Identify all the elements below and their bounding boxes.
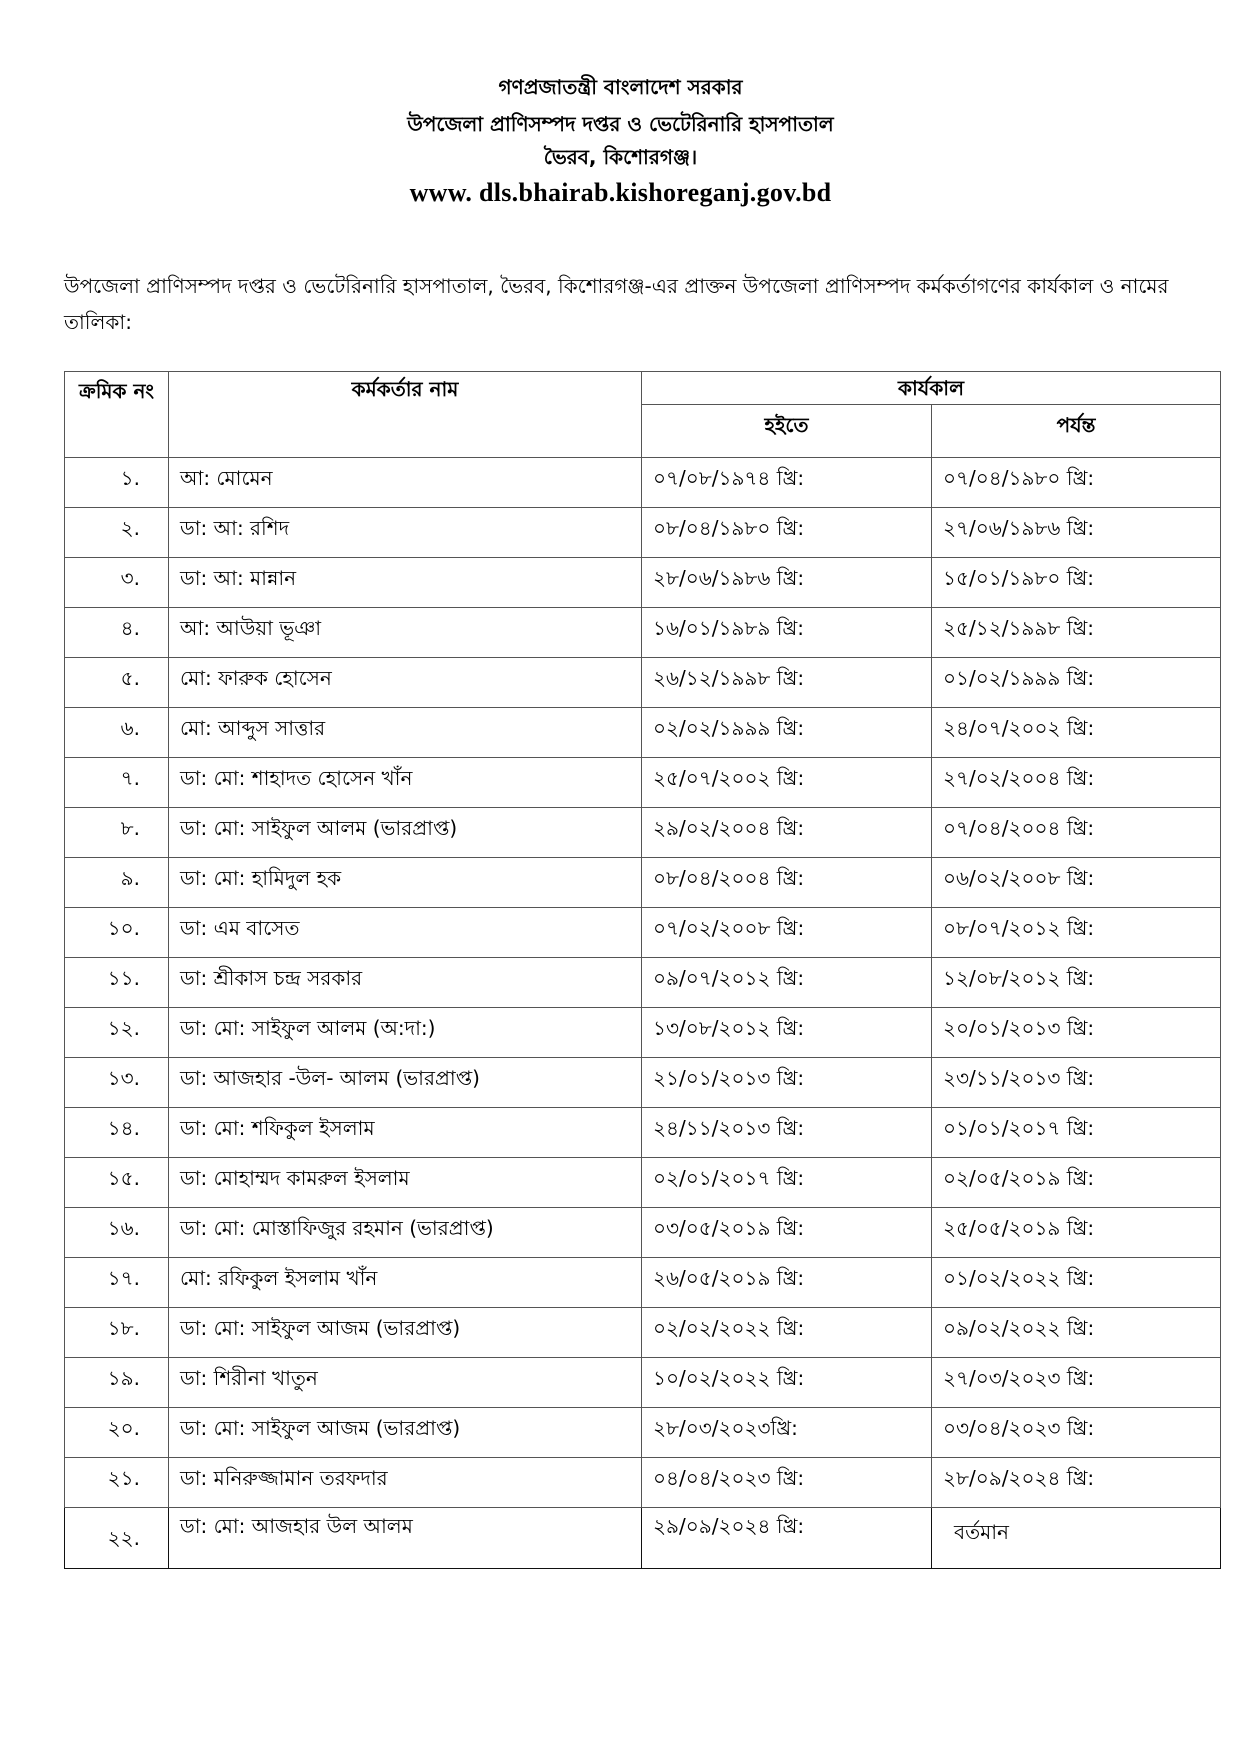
table-row bbox=[65, 1008, 1221, 1058]
from-date-cell: ২৫/০৭/২০০২ খ্রি: bbox=[642, 758, 932, 808]
serial-cell: ১৪. bbox=[65, 1108, 169, 1158]
serial-cell: ৪. bbox=[65, 608, 169, 658]
officer-name-cell: ডা: এম বাসেত bbox=[169, 908, 642, 958]
to-date-cell: ০৭/০৪/১৯৮০ খ্রি: bbox=[932, 458, 1221, 508]
from-date-cell: ০২/০২/১৯৯৯ খ্রি: bbox=[642, 708, 932, 758]
table-row bbox=[65, 858, 1221, 908]
table-row bbox=[65, 758, 1221, 808]
from-date-cell: ২৯/০২/২০০৪ খ্রি: bbox=[642, 808, 932, 858]
from-date-cell: ০২/০১/২০১৭ খ্রি: bbox=[642, 1158, 932, 1208]
office-location: ভৈরব, কিশোরগঞ্জ। bbox=[543, 145, 698, 169]
officer-name-cell: ডা: মো: সাইফুল আলম (ভারপ্রাপ্ত) bbox=[169, 808, 642, 858]
from-date-cell: ১০/০২/২০২২ খ্রি: bbox=[642, 1358, 932, 1408]
from-date-cell: ০৮/০৪/২০০৪ খ্রি: bbox=[642, 858, 932, 908]
from-date-cell: ২৪/১১/২০১৩ খ্রি: bbox=[642, 1108, 932, 1158]
table-row bbox=[65, 558, 1221, 608]
officers-table bbox=[64, 371, 1221, 1569]
officer-name-cell: ডা: মো: সাইফুল আজম (ভারপ্রাপ্ত) bbox=[169, 1308, 642, 1358]
to-date-cell: ০২/০৫/২০১৯ খ্রি: bbox=[932, 1158, 1221, 1208]
serial-cell: ১২. bbox=[65, 1008, 169, 1058]
from-date-cell: ০৩/০৫/২০১৯ খ্রি: bbox=[642, 1208, 932, 1258]
officer-name-cell: ডা: মো: আজহার উল আলম bbox=[169, 1508, 642, 1569]
to-date-cell: ২৮/০৯/২০২৪ খ্রি: bbox=[932, 1458, 1221, 1508]
from-date-cell: ২১/০১/২০১৩ খ্রি: bbox=[642, 1058, 932, 1108]
table-row bbox=[65, 808, 1221, 858]
intro-paragraph: উপজেলা প্রাণিসম্পদ দপ্তর ও ভেটেরিনারি হাসপাতাল, ভৈরব, কিশোরগঞ্জ-এর প্রাক্তন উপজেলা প্রাণিসম্পদ কর্মকর্তাগণের কার্যকাল ও নামের তালিকা: bbox=[64, 274, 1169, 334]
to-date-cell: ০১/০১/২০১৭ খ্রি: bbox=[932, 1108, 1221, 1158]
officer-name-cell: ডা: আ: রশিদ bbox=[169, 508, 642, 558]
table-row bbox=[65, 1058, 1221, 1108]
serial-cell: ১১. bbox=[65, 958, 169, 1008]
serial-cell: ১. bbox=[65, 458, 169, 508]
officer-name-cell: ডা: মোহাম্মদ কামরুল ইসলাম bbox=[169, 1158, 642, 1208]
table-row bbox=[65, 1308, 1221, 1358]
serial-cell: ১৬. bbox=[65, 1208, 169, 1258]
to-date-cell: ০১/০২/২০২২ খ্রি: bbox=[932, 1258, 1221, 1308]
officer-name-cell: ডা: মো: মোস্তাফিজুর রহমান (ভারপ্রাপ্ত) bbox=[169, 1208, 642, 1258]
to-date-cell: ২৭/০৬/১৯৮৬ খ্রি: bbox=[932, 508, 1221, 558]
table-row bbox=[65, 1458, 1221, 1508]
serial-cell: ১৯. bbox=[65, 1358, 169, 1408]
government-title: গণপ্রজাতন্ত্রী বাংলাদেশ সরকার bbox=[498, 75, 743, 99]
from-date-cell: ০২/০২/২০২২ খ্রি: bbox=[642, 1308, 932, 1358]
to-date-cell: বর্তমান bbox=[932, 1508, 1221, 1569]
to-date-cell: ২৭/০৩/২০২৩ খ্রি: bbox=[932, 1358, 1221, 1408]
from-date-cell: ১৩/০৮/২০১২ খ্রি: bbox=[642, 1008, 932, 1058]
header-officer-name: কর্মকর্তার নাম bbox=[169, 372, 642, 458]
from-date-cell: ২৬/০৫/২০১৯ খ্রি: bbox=[642, 1258, 932, 1308]
officer-name-cell: ডা: মো: সাইফুল আলম (অ:দা:) bbox=[169, 1008, 642, 1058]
officer-name-cell: মো: রফিকুল ইসলাম খাঁন bbox=[169, 1258, 642, 1308]
from-date-cell: ০৯/০৭/২০১২ খ্রি: bbox=[642, 958, 932, 1008]
to-date-cell: ০৭/০৪/২০০৪ খ্রি: bbox=[932, 808, 1221, 858]
from-date-cell: ০৭/০৮/১৯৭৪ খ্রি: bbox=[642, 458, 932, 508]
table-row bbox=[65, 908, 1221, 958]
from-date-cell: ২৯/০৯/২০২৪ খ্রি: bbox=[642, 1508, 932, 1569]
office-title: উপজেলা প্রাণিসম্পদ দপ্তর ও ভেটেরিনারি হাসপাতাল bbox=[407, 112, 834, 136]
officer-name-cell: ডা: মো: সাইফুল আজম (ভারপ্রাপ্ত) bbox=[169, 1408, 642, 1458]
serial-cell: ১৮. bbox=[65, 1308, 169, 1358]
to-date-cell: ২৪/০৭/২০০২ খ্রি: bbox=[932, 708, 1221, 758]
serial-cell: ১৭. bbox=[65, 1258, 169, 1308]
officer-name-cell: ডা: শিরীনা খাতুন bbox=[169, 1358, 642, 1408]
serial-cell: ৭. bbox=[65, 758, 169, 808]
serial-cell: ১০. bbox=[65, 908, 169, 958]
table-row bbox=[65, 958, 1221, 1008]
from-date-cell: ২৮/০৬/১৯৮৬ খ্রি: bbox=[642, 558, 932, 608]
to-date-cell: ০৩/০৪/২০২৩ খ্রি: bbox=[932, 1408, 1221, 1458]
table-row bbox=[65, 1358, 1221, 1408]
serial-cell: ২. bbox=[65, 508, 169, 558]
officer-name-cell: ডা: মো: হামিদুল হক bbox=[169, 858, 642, 908]
to-date-cell: ২৫/১২/১৯৯৮ খ্রি: bbox=[932, 608, 1221, 658]
serial-cell: ১৩. bbox=[65, 1058, 169, 1108]
officer-name-cell: ডা: মো: শফিকুল ইসলাম bbox=[169, 1108, 642, 1158]
serial-cell: ৯. bbox=[65, 858, 169, 908]
from-date-cell: ২৮/০৩/২০২৩খ্রি: bbox=[642, 1408, 932, 1458]
to-date-cell: ০১/০২/১৯৯৯ খ্রি: bbox=[932, 658, 1221, 708]
officer-name-cell: আ: মোমেন bbox=[169, 458, 642, 508]
officer-name-cell: ডা: মো: শাহাদত হোসেন খাঁন bbox=[169, 758, 642, 808]
table-row bbox=[65, 608, 1221, 658]
table-row bbox=[65, 658, 1221, 708]
serial-cell: ৬. bbox=[65, 708, 169, 758]
serial-cell: ২২. bbox=[65, 1508, 169, 1569]
officer-name-cell: ডা: আ: মান্নান bbox=[169, 558, 642, 608]
serial-cell: ২১. bbox=[65, 1458, 169, 1508]
from-date-cell: ০৭/০২/২০০৮ খ্রি: bbox=[642, 908, 932, 958]
header-serial: ক্রমিক নং bbox=[65, 372, 169, 458]
to-date-cell: ২৩/১১/২০১৩ খ্রি: bbox=[932, 1058, 1221, 1108]
website-url: www. dls.bhairab.kishoreganj.gov.bd bbox=[409, 178, 832, 207]
table-row bbox=[65, 1208, 1221, 1258]
table-row bbox=[65, 508, 1221, 558]
header-tenure: কার্যকাল bbox=[642, 372, 1221, 405]
serial-cell: ৮. bbox=[65, 808, 169, 858]
table-row bbox=[65, 1108, 1221, 1158]
officer-name-cell: মো: ফারুক হোসেন bbox=[169, 658, 642, 708]
table-body bbox=[65, 458, 1221, 1569]
serial-cell: ১৫. bbox=[65, 1158, 169, 1208]
header-from: হইতে bbox=[642, 405, 932, 458]
officer-name-cell: ডা: আজহার -উল- আলম (ভারপ্রাপ্ত) bbox=[169, 1058, 642, 1108]
table-row bbox=[65, 1408, 1221, 1458]
serial-cell: ৫. bbox=[65, 658, 169, 708]
to-date-cell: ২৫/০৫/২০১৯ খ্রি: bbox=[932, 1208, 1221, 1258]
from-date-cell: ০৮/০৪/১৯৮০ খ্রি: bbox=[642, 508, 932, 558]
to-date-cell: ১৫/০১/১৯৮০ খ্রি: bbox=[932, 558, 1221, 608]
table-row bbox=[65, 1158, 1221, 1208]
officer-name-cell: মো: আব্দুস সাত্তার bbox=[169, 708, 642, 758]
to-date-cell: ১২/০৮/২০১২ খ্রি: bbox=[932, 958, 1221, 1008]
to-date-cell: ০৯/০২/২০২২ খ্রি: bbox=[932, 1308, 1221, 1358]
serial-cell: ৩. bbox=[65, 558, 169, 608]
from-date-cell: ২৬/১২/১৯৯৮ খ্রি: bbox=[642, 658, 932, 708]
from-date-cell: ০৪/০৪/২০২৩ খ্রি: bbox=[642, 1458, 932, 1508]
officer-name-cell: ডা: মনিরুজ্জামান তরফদার bbox=[169, 1458, 642, 1508]
table-row bbox=[65, 1258, 1221, 1308]
serial-cell: ২০. bbox=[65, 1408, 169, 1458]
table-row bbox=[65, 1508, 1221, 1569]
to-date-cell: ২০/০১/২০১৩ খ্রি: bbox=[932, 1008, 1221, 1058]
officer-name-cell: আ: আউয়া ভূঞা bbox=[169, 608, 642, 658]
to-date-cell: ০৮/০৭/২০১২ খ্রি: bbox=[932, 908, 1221, 958]
from-date-cell: ১৬/০১/১৯৮৯ খ্রি: bbox=[642, 608, 932, 658]
table-row bbox=[65, 708, 1221, 758]
to-date-cell: ০৬/০২/২০০৮ খ্রি: bbox=[932, 858, 1221, 908]
to-date-cell: ২৭/০২/২০০৪ খ্রি: bbox=[932, 758, 1221, 808]
table-row bbox=[65, 458, 1221, 508]
officer-name-cell: ডা: শ্রীকাস চন্দ্র সরকার bbox=[169, 958, 642, 1008]
header-to: পর্যন্ত bbox=[932, 405, 1221, 458]
